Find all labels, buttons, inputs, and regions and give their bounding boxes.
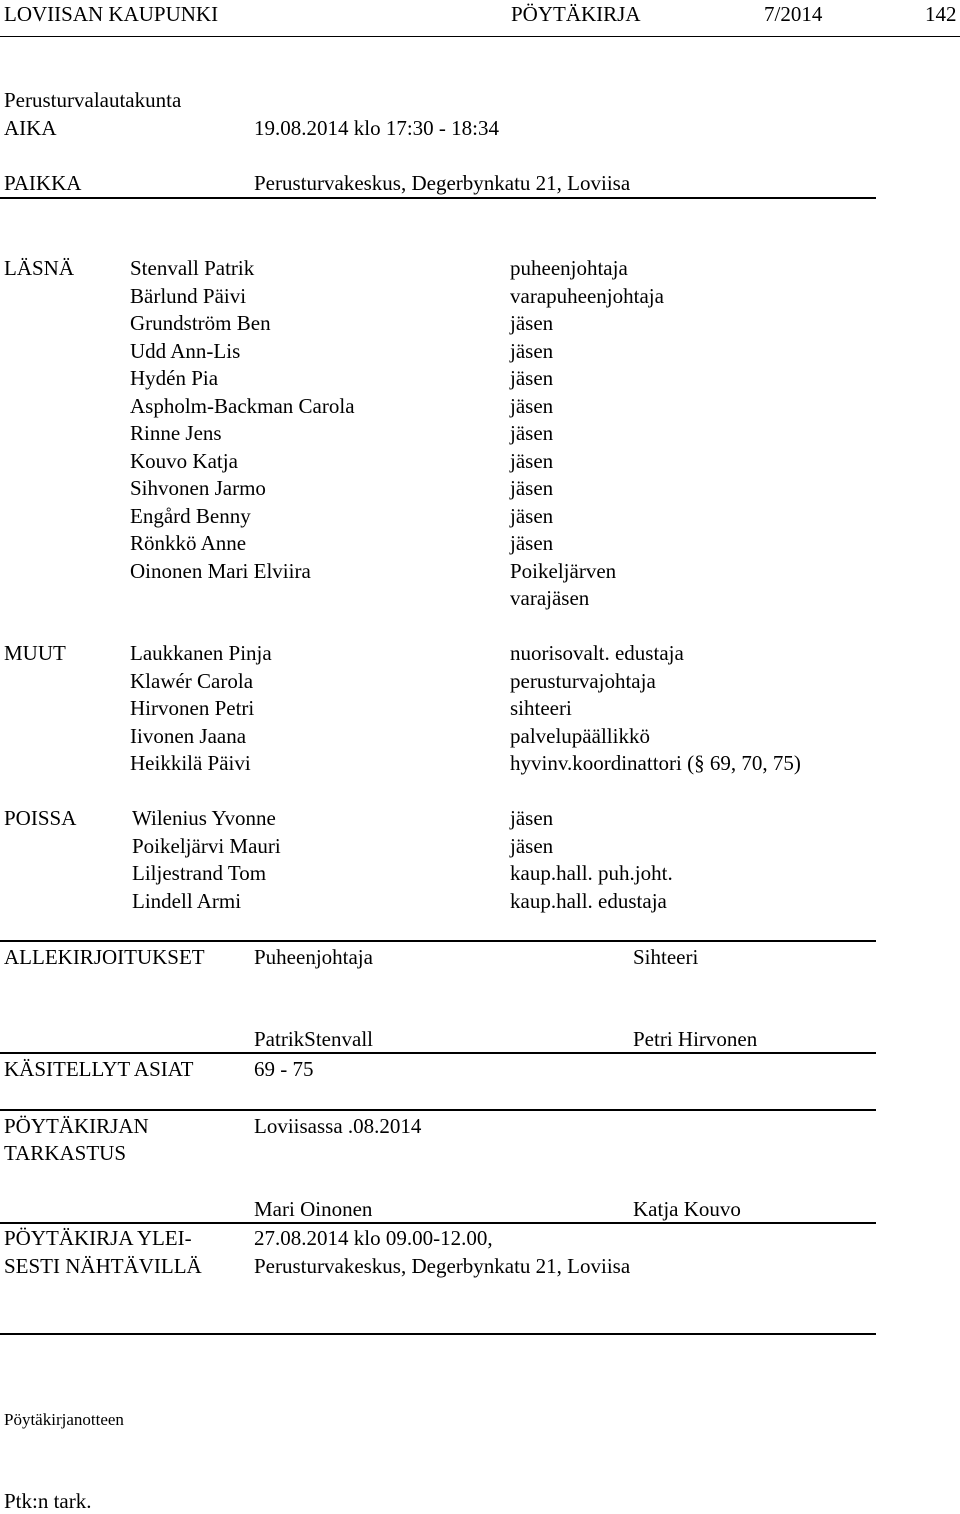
attendee-role: hyvinv.koordinattori (§ 69, 70, 75) [510, 751, 801, 775]
extract-label: Pöytäkirjanotteen [4, 1410, 124, 1429]
attendee-name: Rönkkö Anne [130, 531, 247, 555]
attendee-name: Iivonen Jaana [130, 723, 247, 748]
attendee-name: Hirvonen Petri [130, 696, 255, 720]
section-divider [0, 1052, 876, 1054]
signatures-label: ALLEKIRJOITUKSET [4, 945, 205, 969]
attendee-role: jäsen [510, 476, 554, 500]
header-divider [0, 36, 960, 37]
attendee-role: jäsen [510, 366, 554, 390]
document-type: PÖYTÄKIRJA [511, 2, 641, 26]
attendee-name: Grundström Ben [130, 311, 271, 335]
attendee-name: Lindell Armi [132, 888, 242, 913]
attendee-role: Poikeljärven [510, 558, 617, 583]
absent-label: POISSA [4, 806, 77, 830]
others-label: MUUT [4, 641, 66, 665]
attendee-role: sihteeri [510, 696, 572, 720]
attendee-role: jäsen [510, 806, 554, 830]
review-place-date: Loviisassa .08.2014 [254, 1114, 422, 1138]
chair-label: Puheenjohtaja [254, 945, 373, 969]
attendee-role: kaup.hall. edustaja [510, 888, 667, 913]
city-name: LOVIISAN KAUPUNKI [4, 2, 219, 26]
review-label-line1: PÖYTÄKIRJAN [4, 1114, 149, 1138]
attendee-name: Poikeljärvi Mauri [132, 833, 281, 858]
check-label: Ptk:n tark. [4, 1489, 92, 1513]
present-label: LÄSNÄ [4, 256, 75, 280]
chair-name: PatrikStenvall [254, 1027, 373, 1051]
public-label-line2: SESTI NÄHTÄVILLÄ [4, 1254, 202, 1278]
attendee-role: jäsen [510, 338, 554, 363]
attendee-role: kaup.hall. puh.joht. [510, 861, 673, 885]
secretary-name: Petri Hirvonen [633, 1027, 758, 1051]
items-label: KÄSITELLYT ASIAT [4, 1057, 194, 1081]
attendee-role: nuorisovalt. edustaja [510, 641, 684, 665]
public-place: Perusturvakeskus, Degerbynkatu 21, Loviisa [254, 1254, 631, 1278]
reviewer-1: Mari Oinonen [254, 1197, 373, 1221]
section-divider [0, 940, 876, 942]
section-divider [0, 1222, 876, 1224]
attendee-name: Sihvonen Jarmo [130, 476, 266, 500]
attendee-role: jäsen [510, 833, 554, 858]
attendee-name: Heikkilä Päivi [130, 751, 251, 775]
attendee-name: Wilenius Yvonne [132, 806, 276, 830]
time-value: 19.08.2014 klo 17:30 - 18:34 [254, 116, 499, 140]
document-number: 7/2014 [764, 2, 823, 26]
attendee-role: jäsen [510, 393, 554, 418]
section-divider [0, 1333, 876, 1335]
committee-name: Perusturvalautakunta [4, 88, 182, 112]
attendee-role: jäsen [510, 311, 554, 335]
attendee-role: jäsen [510, 448, 554, 473]
attendee-name: Klawér Carola [130, 668, 254, 693]
attendee-name: Liljestrand Tom [132, 861, 267, 885]
attendee-name: Hydén Pia [130, 366, 219, 390]
attendee-role: jäsen [510, 531, 554, 555]
attendee-name: Udd Ann-Lis [130, 338, 241, 363]
attendee-role: palvelupäällikkö [510, 723, 650, 748]
section-divider [0, 197, 876, 199]
time-label: AIKA [4, 116, 57, 140]
page-number: 142 [925, 2, 957, 26]
attendee-name: Stenvall Patrik [130, 256, 255, 280]
public-label-line1: PÖYTÄKIRJA YLEI- [4, 1226, 192, 1250]
public-date: 27.08.2014 klo 09.00-12.00, [254, 1226, 493, 1250]
attendee-role: perusturvajohtaja [510, 668, 656, 693]
section-divider [0, 1109, 876, 1111]
review-label-line2: TARKASTUS [4, 1141, 127, 1165]
place-label: PAIKKA [4, 171, 82, 195]
attendee-name: Engård Benny [130, 503, 251, 528]
reviewer-2: Katja Kouvo [633, 1197, 741, 1221]
attendee-name: Rinne Jens [130, 421, 222, 445]
secretary-label: Sihteeri [633, 945, 699, 969]
attendee-name: Oinonen Mari Elviira [130, 558, 311, 583]
attendee-role: jäsen [510, 421, 554, 445]
attendee-role: jäsen [510, 503, 554, 528]
attendee-name: Kouvo Katja [130, 448, 238, 473]
attendee-role: varapuheenjohtaja [510, 283, 664, 308]
attendee-name: Bärlund Päivi [130, 283, 247, 308]
attendee-role: puheenjohtaja [510, 256, 628, 280]
role-continuation: varajäsen [510, 586, 590, 610]
place-value: Perusturvakeskus, Degerbynkatu 21, Loviisa [254, 171, 631, 195]
attendee-name: Laukkanen Pinja [130, 641, 272, 665]
attendee-name: Aspholm-Backman Carola [130, 393, 355, 418]
items-value: 69 - 75 [254, 1057, 314, 1081]
